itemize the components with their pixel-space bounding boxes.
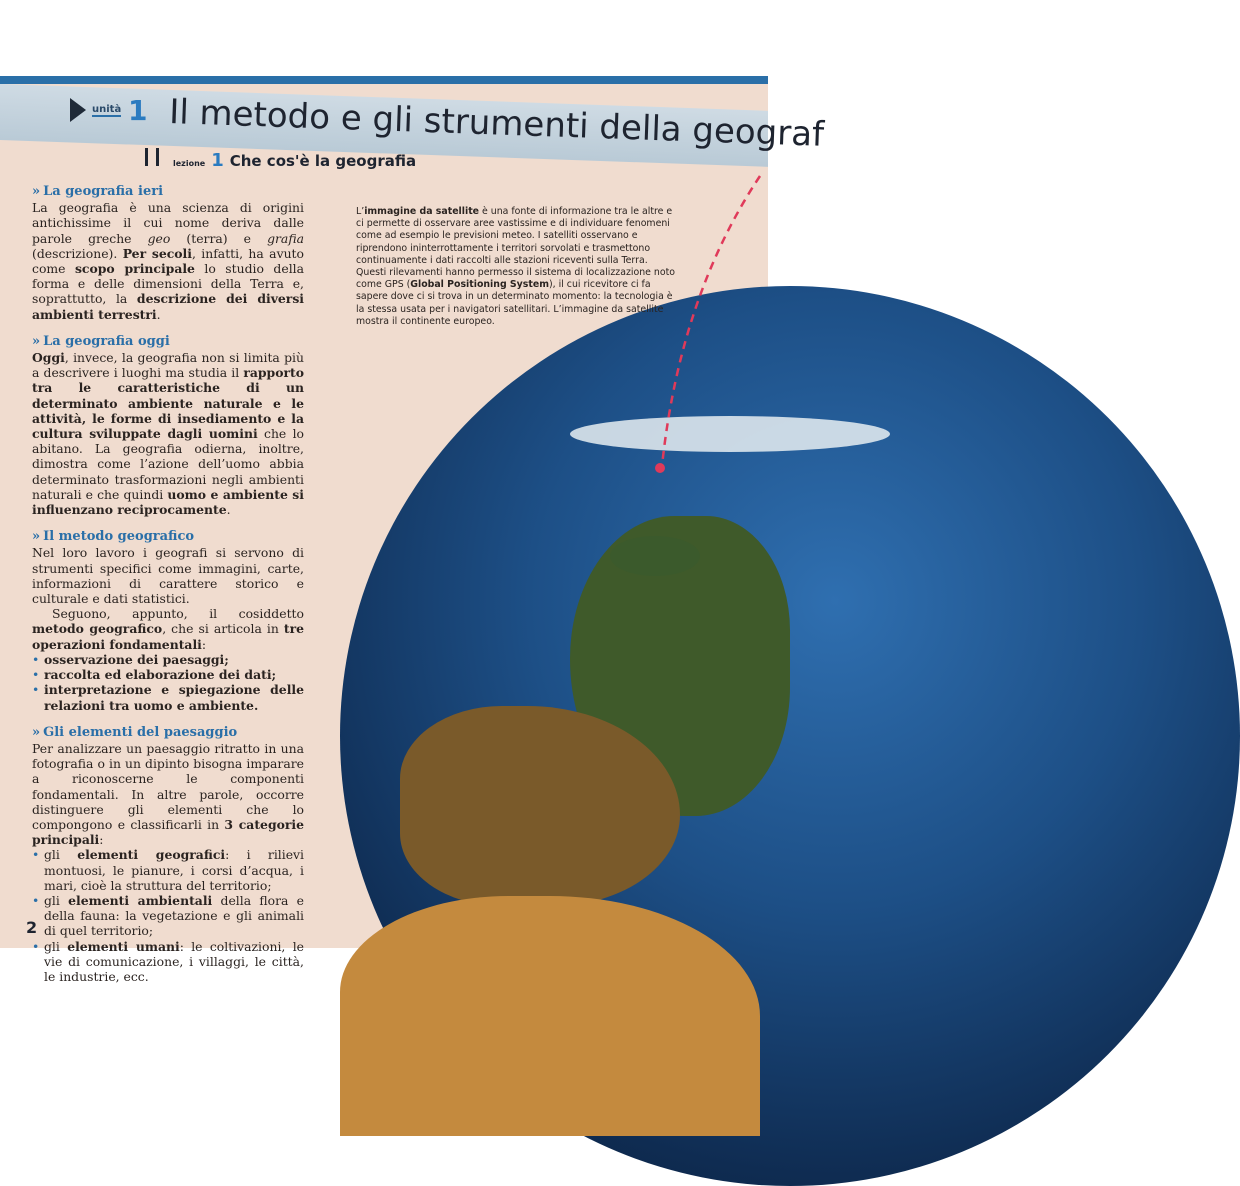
section-heading: » Il metodo geografico — [32, 529, 195, 545]
main-text-column — [32, 184, 304, 984]
section-heading: » La geografia ieri — [32, 184, 164, 199]
list-item: • gli elementi umani: le coltivazioni, le vie di comunicazione, i villaggi, le città, le industrie, ecc. — [32, 939, 304, 985]
lesson-title: Che cos'è la geografia — [229, 152, 417, 170]
chevron-right-icon: » — [32, 333, 41, 349]
chevron-right-icon: » — [32, 184, 41, 199]
page-title: Il metodo e gli strumenti della geograf — [168, 92, 825, 155]
textbook-page — [0, 76, 825, 984]
paragraph: Per analizzare un paesaggio ritratto in una fotografia o in un dipinto bisogna imparare a riconoscerne le componenti fondamentali. In altre parole, occorre distinguere gli elementi che lo compongono e classificarli in 3 categorie principali: — [32, 740, 304, 848]
paragraph: Oggi, invece, la geografia non si limita più a descrivere i luoghi ma studia il rapporto tra le caratteristiche di un determinato ambiente naturale e le attività, le forme di insediamento e la cultura sviluppate dagli uomini che lo abitano. La geografia odierna, inoltre, dimostra come l’azione dell’uomo abbia determinato trasformazioni negli ambienti naturali e che quindi uomo e ambiente si influenzano reciprocamente. — [32, 350, 304, 518]
chevron-right-icon: » — [32, 724, 41, 740]
paragraph: Seguono, appunto, il cosiddetto metodo geografico, che si articola in tre operazioni fondamentali: — [32, 606, 304, 652]
paragraph: Nel loro lavoro i geografi si servono di strumenti specifici come immagini, carte, informazioni di carattere storico e culturale e dati statistici. — [32, 545, 304, 607]
satellite-caption: L’immagine da satellite è una fonte di informazione tra le altre e ci permette di osservare aree vastissime e di individuare fenomeni come ad esempio le previsioni meteo. I satelliti osservano e riprendono ininterrottamente i territori sorvolati e trasmettono continuamente i dati raccolti alle stazioni riceventi sulla Terra. Questi rilevamenti hanno permesso il sistema di localizzazione noto come GPS (Global Positioning System), il cui ricevitore ci fa sapere dove ci si trova in un determinato momento: la tecnologia è la stessa usata per i navigatori satellitari. L’immagine da satellite mostra il continente europeo. — [356, 206, 676, 327]
chevron-right-icon: » — [32, 529, 41, 545]
lesson-label: lezione — [173, 159, 206, 168]
paragraph: La geografia è una scienza di origini antichissime il cui nome deriva dalle parole greche geo (terra) e grafia (descrizione). Per secoli, infatti, ha avuto come scopo principale lo studio della forma e delle dimensioni della Terra e, soprattutto, la descrizione dei diversi ambienti terrestri. — [32, 200, 305, 322]
location-dot-icon — [655, 463, 665, 473]
list-item: • raccolta ed elaborazione dei dati; — [32, 667, 304, 682]
categories-list — [32, 847, 304, 984]
operations-list — [32, 652, 304, 713]
list-item: • interpretazione e spiegazione delle relazioni tra uomo e ambiente. — [32, 682, 304, 712]
list-item: • gli elementi geografici: i rilievi montuosi, le pianure, i corsi d’acqua, i mari, cioè la struttura del territorio; — [32, 847, 304, 893]
section-heading: » Gli elementi del paesaggio — [32, 724, 238, 740]
unit-number: 1 — [128, 94, 148, 127]
list-item: • osservazione dei paesaggi; — [32, 652, 304, 667]
section-heading: » La geografia oggi — [32, 333, 170, 349]
list-item: • gli elementi ambientali della flora e della fauna: la vegetazione e gli animali di quel territorio; — [32, 893, 304, 939]
page-number: 2 — [26, 918, 38, 937]
unit-label: unità — [92, 104, 122, 115]
lesson-number: 1 — [211, 150, 224, 171]
